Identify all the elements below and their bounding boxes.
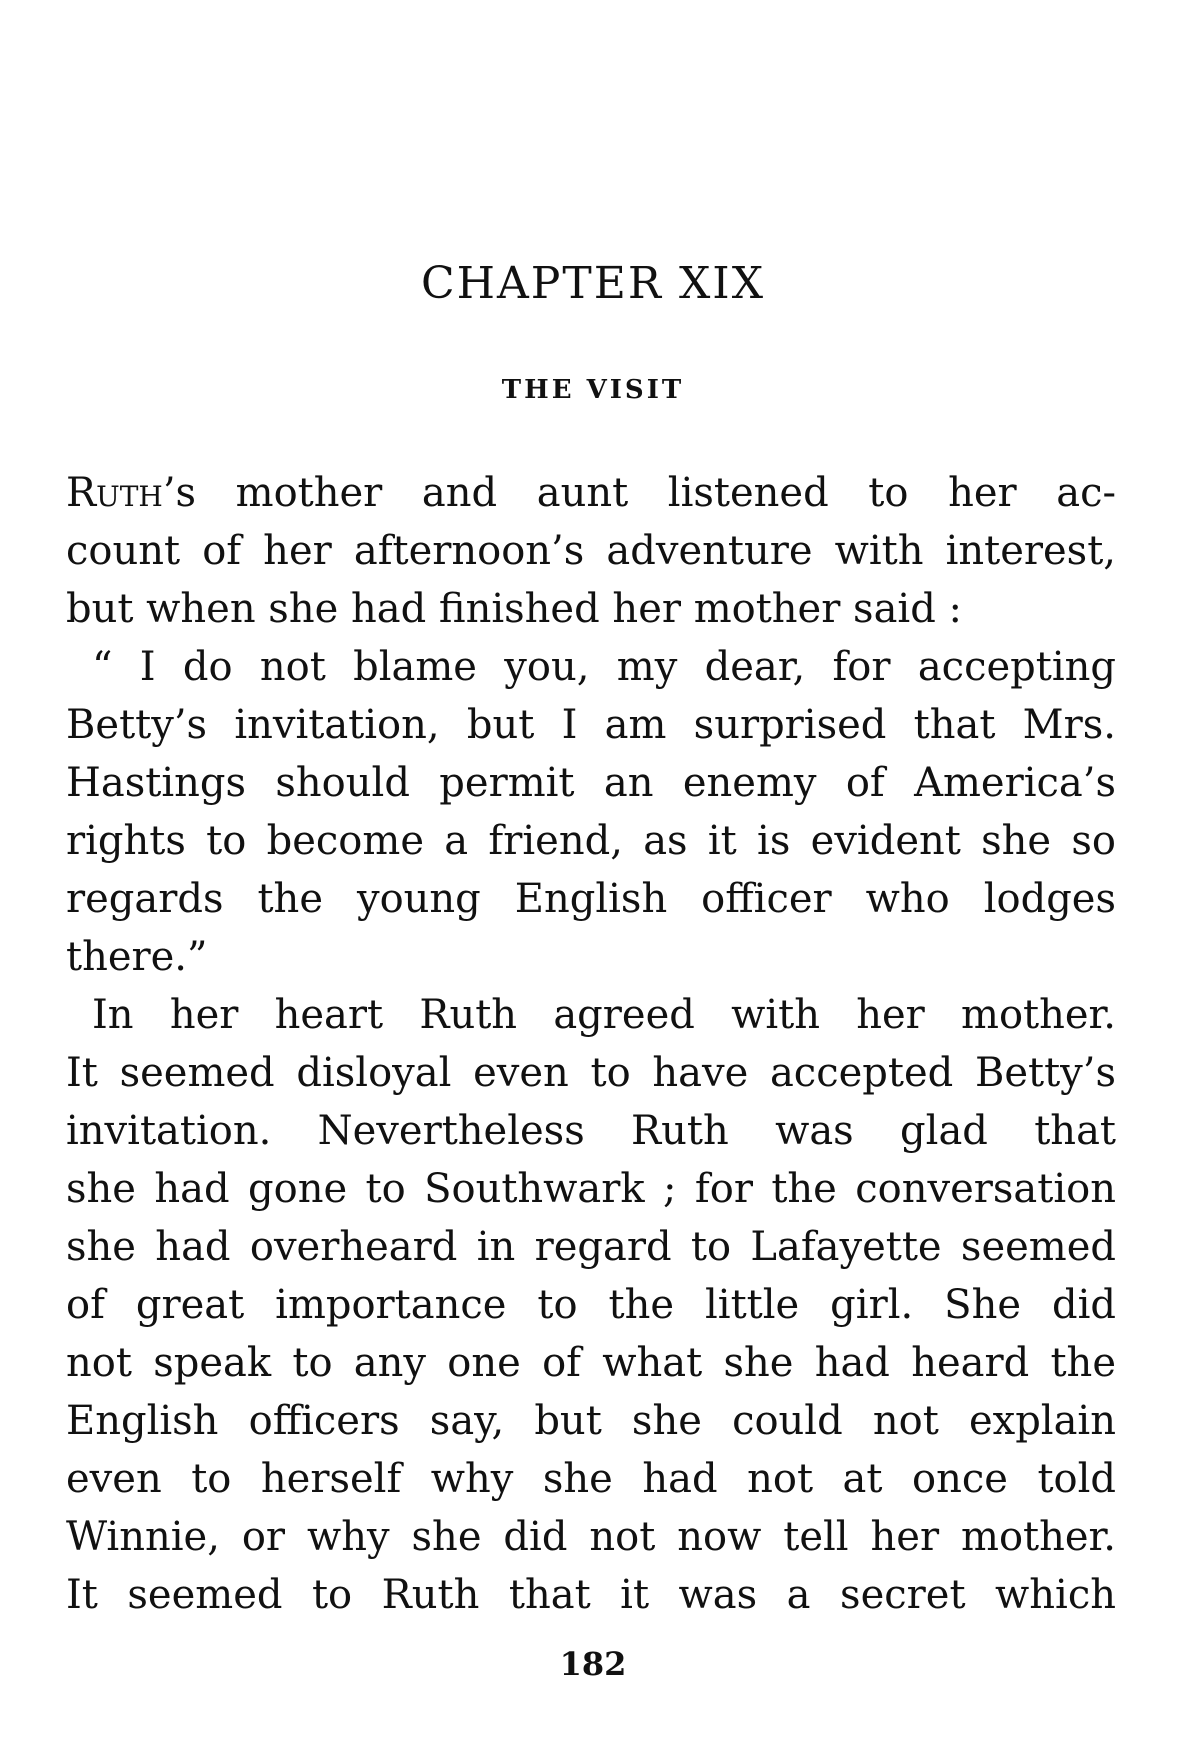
drop-word: Ruth [66, 470, 163, 516]
text-line [66, 464, 1116, 522]
page-number: 182 [559, 1645, 627, 1683]
text-line: not speak to any one of what she had heard the [66, 1340, 1116, 1386]
text-line: rights to become a friend, as it is evident she so [66, 818, 1116, 864]
text-line: Winnie, or why she did not now tell her mother. [66, 1514, 1116, 1560]
text-line: invitation. Nevertheless Ruth was glad that [66, 1108, 1116, 1154]
text-line: even to herself why she had not at once told [66, 1456, 1116, 1502]
chapter-subtitle: THE VISIT [501, 375, 685, 405]
text-line: regards the young English officer who lodges [66, 876, 1116, 922]
text-line: of great importance to the little girl. She did [66, 1282, 1116, 1328]
text-line: but when she had finished her mother said : [66, 586, 963, 632]
text-line: Hastings should permit an enemy of America’s [66, 760, 1116, 806]
text-line: there.” [66, 934, 208, 980]
text-line: she had gone to Southwark ; for the conversation [66, 1166, 1116, 1212]
text-line: “ I do not blame you, my dear, for accepting [92, 644, 1116, 690]
text-line: English officers say, but she could not explain [66, 1398, 1116, 1444]
text-line: she had overheard in regard to Lafayette seemed [66, 1224, 1116, 1270]
chapter-title: CHAPTER XIX [420, 258, 766, 309]
text-line: Betty’s invitation, but I am surprised that Mrs. [66, 702, 1116, 748]
text-line: In her heart Ruth agreed with her mother. [92, 992, 1116, 1038]
body-text [66, 464, 1116, 1624]
text-line-content: ’s mother and aunt listened to her ac- [162, 470, 1116, 516]
text-line: count of her afternoon’s adventure with interest, [66, 528, 1116, 574]
text-line: It seemed disloyal even to have accepted Betty’s [66, 1050, 1116, 1096]
text-line: It seemed to Ruth that it was a secret which [66, 1572, 1116, 1618]
